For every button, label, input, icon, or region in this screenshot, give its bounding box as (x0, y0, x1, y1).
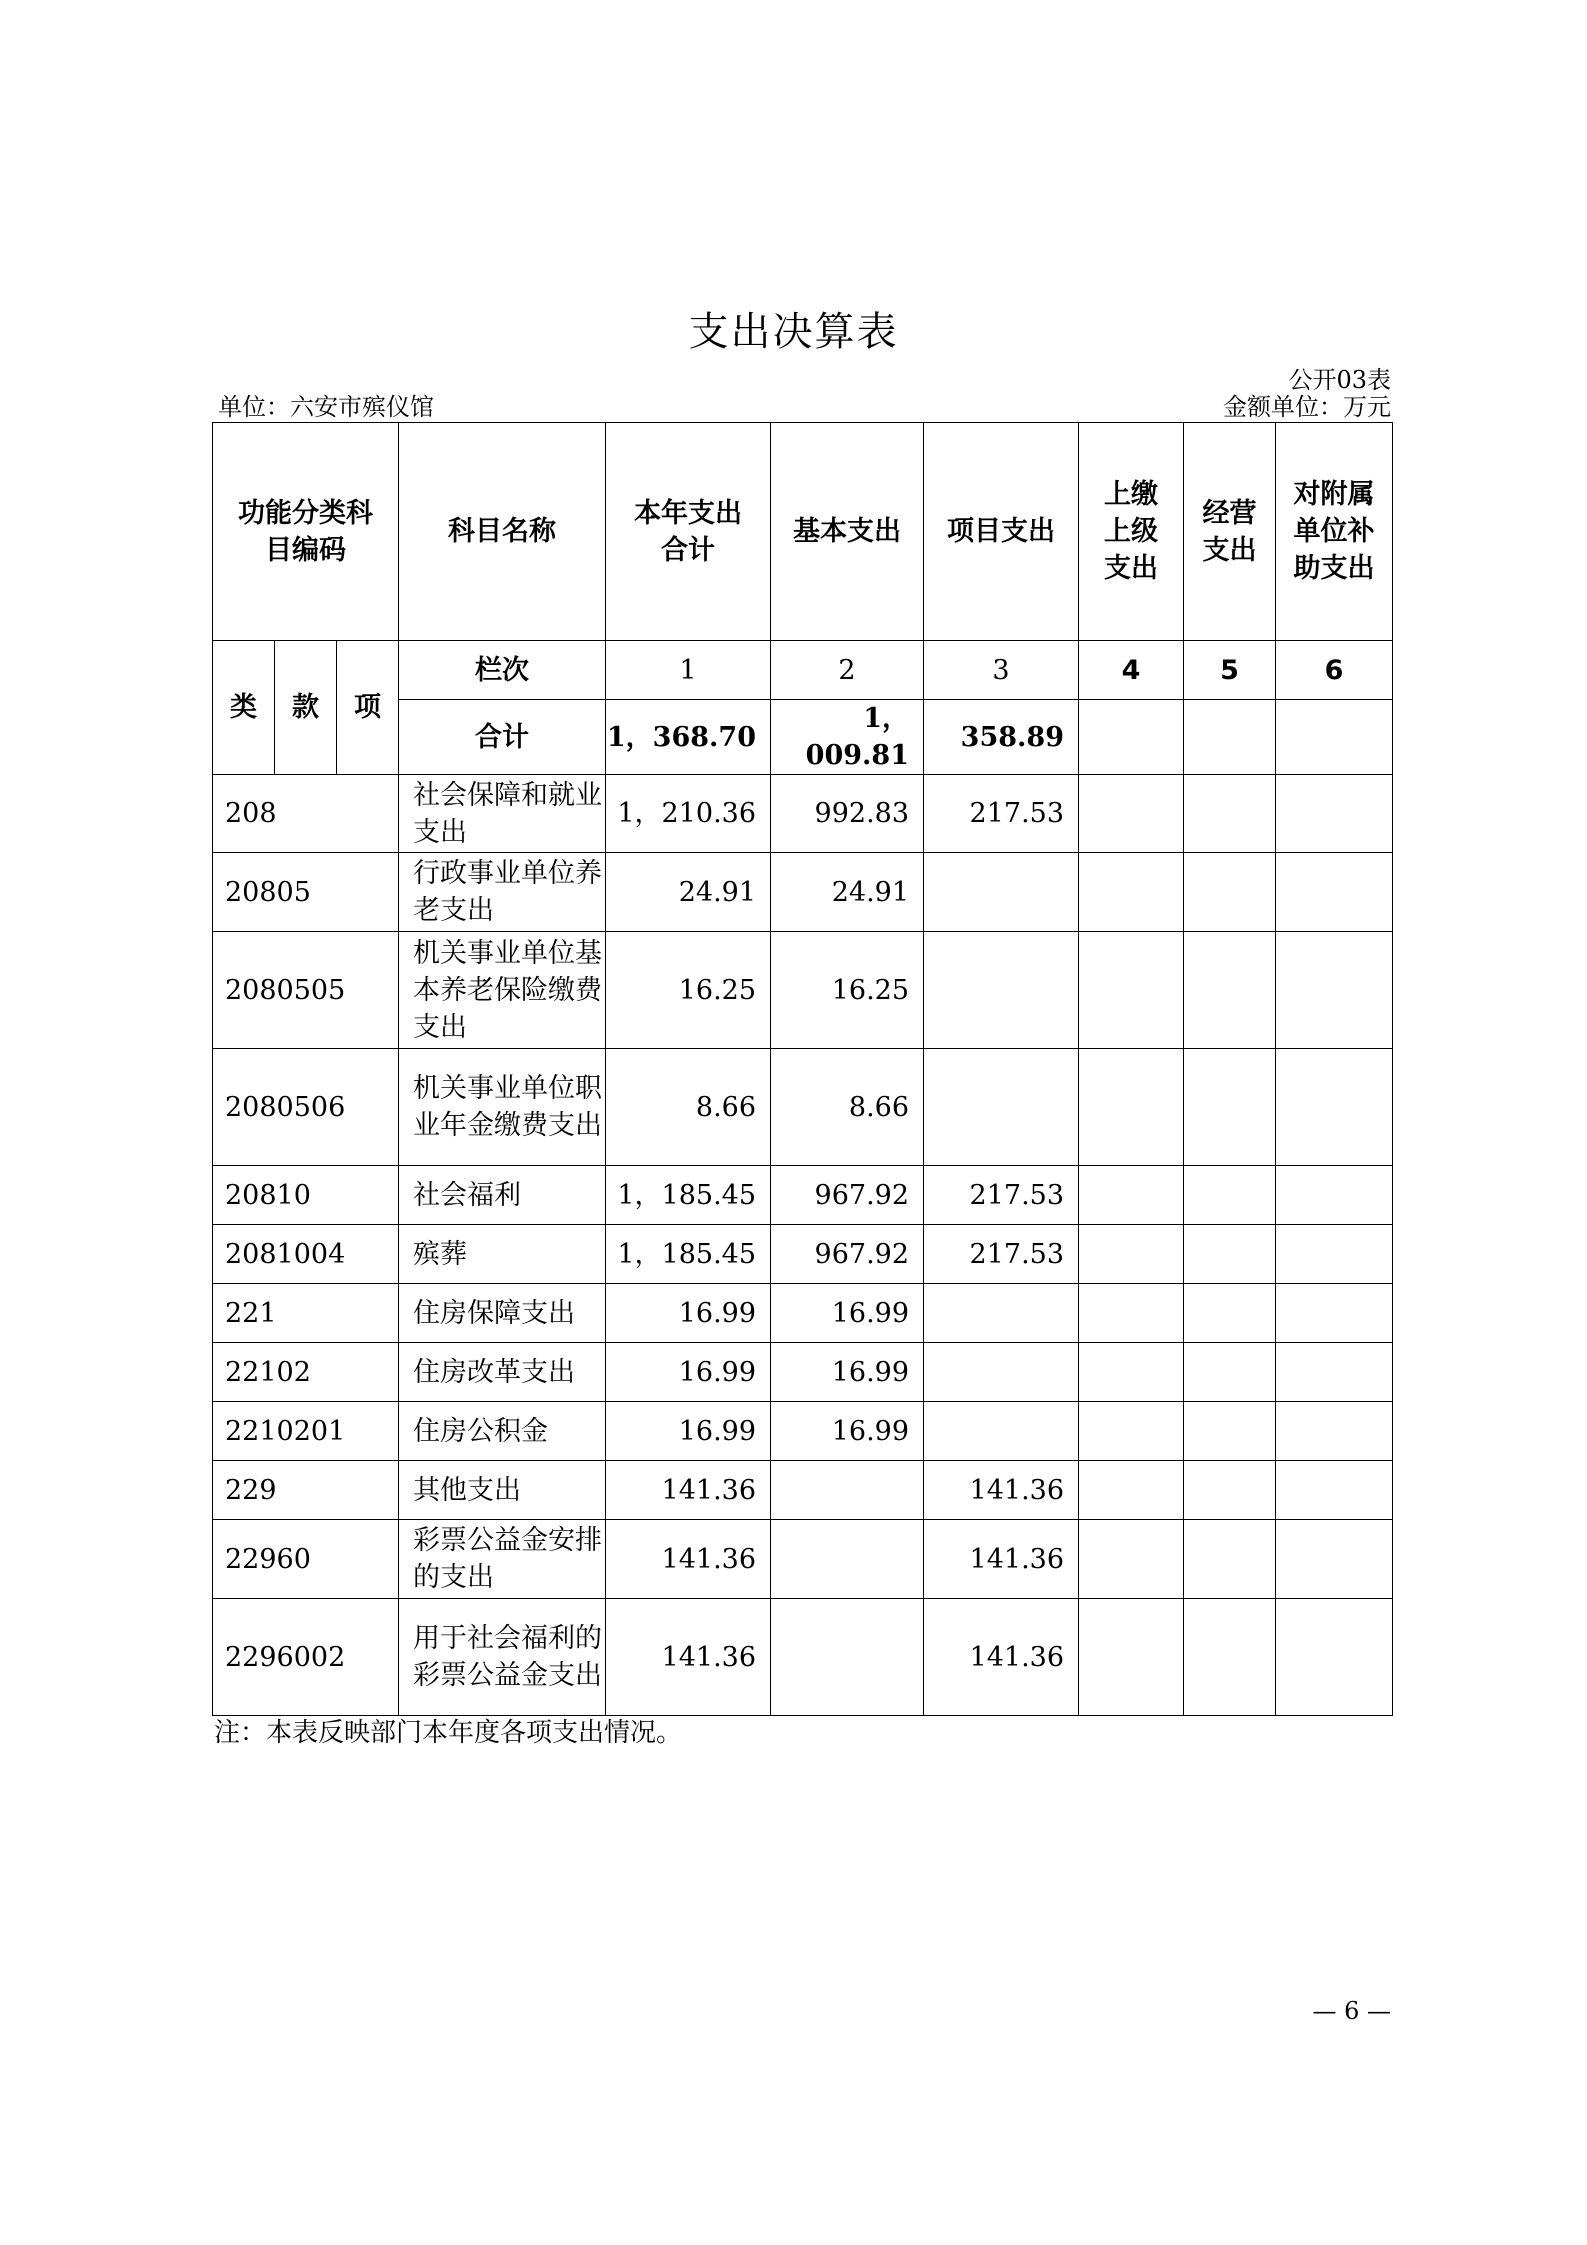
row-total: 16.99 (606, 1284, 771, 1343)
row-code: 2081004 (213, 1225, 399, 1284)
row-project: 217.53 (924, 1166, 1079, 1225)
row-total: 141.36 (606, 1461, 771, 1520)
table-row (213, 1520, 1393, 1599)
page-number: — 6 — (1312, 1997, 1391, 2025)
row-name: 住房改革支出 (399, 1343, 606, 1402)
col-number: 6 (1276, 641, 1393, 700)
row-subsidy (1276, 853, 1393, 932)
row-basic: 967.92 (771, 1166, 924, 1225)
row-business (1184, 1166, 1276, 1225)
table-row (213, 932, 1393, 1049)
row-upper (1079, 1284, 1184, 1343)
table-row (213, 1343, 1393, 1402)
row-name: 机关事业单位基本养老保险缴费支出 (399, 932, 606, 1049)
row-name: 彩票公益金安排的支出 (399, 1520, 606, 1599)
row-total: 24.91 (606, 853, 771, 932)
row-name: 住房保障支出 (399, 1284, 606, 1343)
row-code: 229 (213, 1461, 399, 1520)
empty-cell (1079, 700, 1184, 775)
header-subsidy: 对附属单位补助支出 (1276, 423, 1393, 641)
row-project: 141.36 (924, 1599, 1079, 1716)
row-business (1184, 932, 1276, 1049)
row-total: 1，210.36 (606, 775, 771, 853)
row-project (924, 1343, 1079, 1402)
header-name: 科目名称 (399, 423, 606, 641)
row-basic: 967.92 (771, 1225, 924, 1284)
row-project: 217.53 (924, 775, 1079, 853)
row-total: 1，185.45 (606, 1225, 771, 1284)
table-row (213, 853, 1393, 932)
row-business (1184, 1225, 1276, 1284)
row-business (1184, 1520, 1276, 1599)
row-project (924, 1049, 1079, 1166)
table-row (213, 1049, 1393, 1166)
col-number: 3 (924, 641, 1079, 700)
row-upper (1079, 1225, 1184, 1284)
table-row (213, 1284, 1393, 1343)
col-number: 1 (606, 641, 771, 700)
page-title: 支出决算表 (688, 309, 899, 355)
form-number: 公开03表 (1288, 366, 1391, 394)
row-basic: 16.99 (771, 1284, 924, 1343)
row-name: 其他支出 (399, 1461, 606, 1520)
row-total: 141.36 (606, 1520, 771, 1599)
row-total: 8.66 (606, 1049, 771, 1166)
row-upper (1079, 1402, 1184, 1461)
row-business (1184, 775, 1276, 853)
row-total: 141.36 (606, 1599, 771, 1716)
row-business (1184, 1343, 1276, 1402)
row-basic: 16.99 (771, 1343, 924, 1402)
row-subsidy (1276, 1343, 1393, 1402)
total-basic: 1，009.81 (771, 700, 924, 775)
total-sum: 1，368.70 (606, 700, 771, 775)
table-row (213, 1225, 1393, 1284)
row-total: 1，185.45 (606, 1166, 771, 1225)
header-upper: 上缴上级支出 (1079, 423, 1184, 641)
row-code: 20810 (213, 1166, 399, 1225)
row-name: 用于社会福利的彩票公益金支出 (399, 1599, 606, 1716)
empty-cell (1276, 700, 1393, 775)
row-name: 机关事业单位职业年金缴费支出 (399, 1049, 606, 1166)
row-subsidy (1276, 932, 1393, 1049)
header-lanci: 栏次 (399, 641, 606, 700)
total-project: 358.89 (924, 700, 1079, 775)
row-basic: 992.83 (771, 775, 924, 853)
table-row (213, 1599, 1393, 1716)
row-business (1184, 1599, 1276, 1716)
row-business (1184, 1461, 1276, 1520)
header-total: 本年支出合计 (606, 423, 771, 641)
row-basic (771, 1520, 924, 1599)
col-number: 4 (1079, 641, 1184, 700)
row-total: 16.99 (606, 1402, 771, 1461)
table-body (213, 775, 1393, 1716)
row-code: 2296002 (213, 1599, 399, 1716)
row-subsidy (1276, 1284, 1393, 1343)
header-basic: 基本支出 (771, 423, 924, 641)
row-project (924, 853, 1079, 932)
table-row (213, 1402, 1393, 1461)
expenditure-table (212, 422, 1393, 1716)
col-number: 5 (1184, 641, 1276, 700)
row-code: 20805 (213, 853, 399, 932)
row-business (1184, 1049, 1276, 1166)
table-row (213, 1461, 1393, 1520)
header-project: 项目支出 (924, 423, 1079, 641)
row-upper (1079, 1049, 1184, 1166)
row-name: 殡葬 (399, 1225, 606, 1284)
row-subsidy (1276, 1225, 1393, 1284)
header-xiang: 项 (337, 641, 399, 775)
row-code: 22960 (213, 1520, 399, 1599)
table-row (213, 1166, 1393, 1225)
row-subsidy (1276, 775, 1393, 853)
row-basic: 16.25 (771, 932, 924, 1049)
row-business (1184, 853, 1276, 932)
row-code: 2080506 (213, 1049, 399, 1166)
row-upper (1079, 932, 1184, 1049)
row-subsidy (1276, 1599, 1393, 1716)
unit-label: 单位：六安市殡仪馆 (218, 393, 434, 421)
row-code: 2210201 (213, 1402, 399, 1461)
col-number: 2 (771, 641, 924, 700)
row-business (1184, 1284, 1276, 1343)
table-note: 注：本表反映部门本年度各项支出情况。 (214, 1718, 683, 1748)
table-row (213, 775, 1393, 853)
row-subsidy (1276, 1402, 1393, 1461)
header-kuan: 款 (275, 641, 337, 775)
row-basic: 24.91 (771, 853, 924, 932)
row-upper (1079, 1461, 1184, 1520)
row-name: 行政事业单位养老支出 (399, 853, 606, 932)
row-business (1184, 1402, 1276, 1461)
row-project: 141.36 (924, 1520, 1079, 1599)
row-project (924, 1284, 1079, 1343)
header-lei: 类 (213, 641, 275, 775)
row-subsidy (1276, 1461, 1393, 1520)
row-code: 22102 (213, 1343, 399, 1402)
row-upper (1079, 853, 1184, 932)
row-name: 社会保障和就业支出 (399, 775, 606, 853)
row-upper (1079, 775, 1184, 853)
row-basic (771, 1461, 924, 1520)
empty-cell (1184, 700, 1276, 775)
row-basic: 8.66 (771, 1049, 924, 1166)
row-name: 社会福利 (399, 1166, 606, 1225)
header-code: 功能分类科目编码 (213, 423, 399, 641)
row-basic: 16.99 (771, 1402, 924, 1461)
row-code: 208 (213, 775, 399, 853)
header-business: 经营支出 (1184, 423, 1276, 641)
row-subsidy (1276, 1166, 1393, 1225)
row-subsidy (1276, 1520, 1393, 1599)
row-project (924, 932, 1079, 1049)
row-name: 住房公积金 (399, 1402, 606, 1461)
row-project (924, 1402, 1079, 1461)
row-project: 141.36 (924, 1461, 1079, 1520)
row-upper (1079, 1343, 1184, 1402)
total-label: 合计 (399, 700, 606, 775)
money-unit-label: 金额单位：万元 (1223, 393, 1391, 421)
row-code: 2080505 (213, 932, 399, 1049)
row-code: 221 (213, 1284, 399, 1343)
row-total: 16.25 (606, 932, 771, 1049)
row-basic (771, 1599, 924, 1716)
row-total: 16.99 (606, 1343, 771, 1402)
row-upper (1079, 1520, 1184, 1599)
row-upper (1079, 1599, 1184, 1716)
row-upper (1079, 1166, 1184, 1225)
row-project: 217.53 (924, 1225, 1079, 1284)
row-subsidy (1276, 1049, 1393, 1166)
